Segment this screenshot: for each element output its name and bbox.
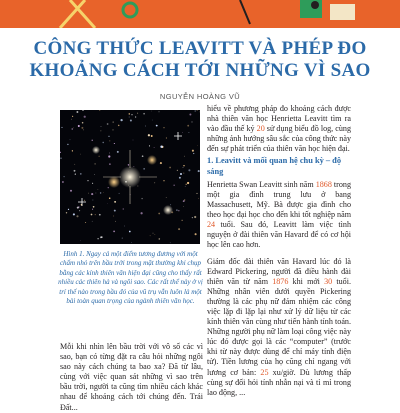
- author-name: NGUYỄN HOÀNG VŨ: [0, 92, 400, 101]
- star-dot: [66, 212, 67, 213]
- right-column-text: [207, 104, 351, 398]
- star-dot: [195, 233, 197, 235]
- intro-text-b: sử dụng biểu đồ log, cùng những ảnh hưởng sâu sắc của công thức này đến sự phát triển của thiên văn học hiện đại.: [207, 124, 351, 153]
- century-number: 20: [257, 124, 265, 133]
- star-dot: [192, 217, 193, 218]
- left-column-text: [60, 342, 203, 413]
- star-dot: [180, 173, 182, 175]
- star-dot: [109, 163, 111, 165]
- star-dot: [97, 238, 98, 239]
- p1-text-b: trong một gia đình trung lưu ở bang Massachusett, Mỹ. Bà được gia đình cho theo học đại học cho đến khi tốt nghiệp năm: [207, 180, 351, 219]
- star-dot: [118, 125, 120, 127]
- star-dot: [101, 126, 102, 127]
- star-dot: [159, 238, 161, 240]
- star-dot: [160, 162, 162, 164]
- star-dot: [109, 197, 111, 199]
- star-dot: [150, 235, 151, 236]
- star-dot: [60, 157, 62, 159]
- star-dot: [187, 125, 189, 127]
- star-dot: [163, 180, 164, 181]
- star-dot: [91, 193, 93, 195]
- star-dot: [61, 127, 62, 128]
- star-dot: [71, 119, 72, 120]
- star-dot: [176, 209, 178, 211]
- star-dot: [135, 116, 136, 117]
- star-dot: [108, 155, 110, 157]
- p2-text-a: Giám đốc đài thiên văn Havard lúc đó là Edward Pickering, người đã điều hành đài thiên văn từ năm: [207, 257, 351, 286]
- star-dot: [183, 165, 184, 166]
- star-dot: [107, 203, 108, 204]
- section-heading: 1. Leavitt và mối quan hệ chu kỳ – độ sáng: [207, 156, 351, 176]
- star-dot: [62, 181, 64, 183]
- banner-illustration: [0, 0, 400, 28]
- star-dot: [198, 198, 199, 199]
- star-dot: [109, 153, 110, 154]
- star-dot: [184, 199, 185, 200]
- galaxy-field-photo: [60, 110, 200, 244]
- star-dot: [74, 164, 75, 165]
- star-dot: [76, 215, 78, 217]
- star-dot: [152, 120, 153, 121]
- star-dot: [73, 213, 75, 215]
- star-dot: [112, 129, 113, 130]
- star-dot: [137, 113, 138, 114]
- star-dot: [154, 182, 155, 183]
- star-dot: [63, 176, 64, 177]
- star-dot: [166, 137, 167, 138]
- star-dot: [70, 139, 71, 140]
- star-dot: [129, 113, 131, 115]
- article-title-line-1: CÔNG THỨC LEAVITT VÀ PHÉP ĐO: [20, 38, 380, 60]
- star-dot: [76, 111, 78, 113]
- star-dot: [160, 146, 162, 148]
- star-dot: [92, 209, 93, 210]
- star-dot: [183, 206, 184, 207]
- star-dot: [130, 119, 132, 121]
- star-dot: [99, 156, 100, 157]
- star-dot: [197, 193, 198, 194]
- star-dot: [93, 200, 94, 201]
- star-dot: [117, 151, 119, 153]
- star-dot: [84, 116, 86, 118]
- hourly-wage: 25: [260, 368, 268, 377]
- star-dot: [93, 206, 95, 208]
- star-dot: [108, 187, 109, 188]
- star-dot: [73, 128, 74, 129]
- p1-text-c: tuổi. Sau đó, Leavitt làm việc tình nguyện ở đài thiên văn Havard để có cơ hội học lên cao hơn.: [207, 220, 351, 249]
- star-dot: [129, 117, 130, 118]
- star-dot: [183, 200, 185, 202]
- star-dot: [91, 214, 93, 216]
- star-dot: [115, 221, 116, 222]
- director-start-year: 1876: [272, 277, 288, 286]
- star-dot: [74, 170, 76, 172]
- star-dot: [187, 182, 189, 184]
- star-dot: [80, 240, 81, 241]
- star-dot: [124, 226, 125, 227]
- star-dot: [80, 173, 82, 175]
- star-dot: [178, 228, 180, 230]
- star-dot: [143, 113, 145, 115]
- star-dot: [148, 134, 150, 136]
- star-dot: [92, 221, 93, 222]
- star-dot: [170, 204, 171, 205]
- star-dot: [68, 209, 69, 210]
- star-dot: [195, 110, 196, 111]
- star-dot: [185, 184, 186, 185]
- star-dot: [178, 210, 180, 212]
- star-dot: [96, 193, 97, 194]
- star-dot: [151, 111, 152, 112]
- star-dot: [100, 236, 102, 238]
- birth-year: 1868: [316, 180, 332, 189]
- star-dot: [170, 242, 171, 243]
- graduation-age: 24: [207, 220, 215, 229]
- star-dot: [182, 220, 183, 221]
- star-dot: [114, 143, 115, 144]
- star-dot: [144, 168, 145, 169]
- right-paragraph-intro: [207, 104, 351, 154]
- figure-caption: Hình 1. Ngay cả một điểm tương đương với một chấm nhỏ trên bầu trời trong mặt thường khi chụp bằng các kính thiên văn hiện đại cũng cho thấy rất nhiều các thiên hà và ngôi sao. Các rất thể này ở vị trí thế nào trong bầu đó của vũ trụ vẫn luôn là một bài toàn quan trọng của ngành thiên văn học.: [58, 250, 203, 306]
- star-dot: [95, 214, 96, 215]
- star-dot: [114, 201, 116, 203]
- star-dot: [129, 231, 131, 233]
- decorative-banner: [0, 0, 400, 28]
- star-dot: [166, 197, 167, 198]
- star-dot: [80, 154, 81, 155]
- deep-field-image: [60, 110, 200, 244]
- right-paragraph-1: [207, 180, 351, 251]
- star-dot: [99, 214, 101, 216]
- star-dot: [182, 132, 183, 133]
- star-dot: [169, 167, 171, 169]
- star-dot: [122, 238, 123, 239]
- star-dot: [92, 183, 93, 184]
- star-dot: [119, 193, 120, 194]
- star-dot: [114, 210, 116, 212]
- star-dot: [194, 216, 196, 218]
- star-dot: [72, 116, 73, 117]
- star-dot: [151, 135, 153, 137]
- star-dot: [112, 121, 113, 122]
- star-dot: [100, 192, 101, 193]
- star-dot: [94, 174, 95, 175]
- star-dot: [113, 216, 114, 217]
- star-dot: [70, 190, 72, 192]
- star-dot: [72, 128, 73, 129]
- star-dot: [78, 125, 80, 127]
- star-dot: [85, 222, 86, 223]
- star-dot: [120, 119, 122, 121]
- star-dot: [142, 155, 144, 157]
- star-dot: [128, 164, 129, 165]
- star-dot: [98, 189, 99, 190]
- p1-text-a: Henrietta Swan Leavitt sinh năm: [207, 180, 316, 189]
- star-dot: [197, 110, 198, 111]
- star-dot: [84, 200, 85, 201]
- star-dot: [102, 142, 103, 143]
- star-dot: [198, 170, 200, 172]
- star-dot: [75, 173, 76, 174]
- star-dot: [94, 163, 95, 164]
- star-dot: [179, 177, 181, 179]
- star-dot: [192, 150, 194, 152]
- star-dot: [145, 126, 146, 127]
- star-dot: [67, 144, 68, 145]
- right-paragraph-2: [207, 257, 351, 398]
- star-dot: [156, 125, 158, 127]
- star-dot: [79, 210, 80, 211]
- star-dot: [154, 147, 155, 148]
- left-paragraph-1: Mỗi khi nhìn lên bầu trời với vô số các vì sao, bạn có từng đặt ra câu hỏi những ngôi sao này cách chúng ta bao xa? Đã từ lâu, cùng với việc quan sát những vì sao trên bầu trời, người ta cũng tìm nhiều cách khác nhau để khoảng cách tới chúng đến. Trái Đất...: [60, 342, 203, 413]
- star-dot: [191, 121, 192, 122]
- star-dot: [103, 192, 104, 193]
- star-dot: [92, 140, 93, 141]
- star-dot: [159, 111, 160, 112]
- star-dot: [101, 131, 102, 132]
- p2-text-c: tuổi. Những nhân viên dưới quyền Pickering thường là các phụ nữ đảm nhiệm các công việc lặp đi lặp lại như xử lý dữ liệu từ các kính thiên văn cùng như tiến hành tính toán. Những người phụ nữ làm loại công việc này lúc đó được gọi là các “computer” (trước khi từ này được dùng để chỉ máy tính điện tử). Tiền lương của họ cũng chỉ ngang với lương cơ bản:: [207, 277, 351, 377]
- star-dot: [140, 212, 142, 214]
- star-dot: [72, 150, 73, 151]
- p2-text-d: xu/giờ. Dù lương thấp cùng sự đối hỏi tính nhẫn nại và tỉ mỉ trong lao động, ...: [207, 368, 351, 397]
- p2-text-b: khi mới: [288, 277, 324, 286]
- star-dot: [108, 136, 109, 137]
- article-title-line-2: KHOẢNG CÁCH TỚI NHỮNG VÌ SAO: [20, 60, 380, 82]
- star-dot: [87, 180, 88, 181]
- star-dot: [197, 145, 198, 146]
- star-dot: [174, 185, 175, 186]
- star-dot: [183, 167, 184, 168]
- star-dot: [188, 169, 190, 171]
- director-age: 30: [324, 277, 332, 286]
- star-dot: [131, 114, 132, 115]
- star-dot: [185, 186, 186, 187]
- intro-text-a: hiểu về phương pháp đo khoảng cách được nhà thiên văn học Henrietta Leavitt tìm ra vào đầu thế kỷ: [207, 104, 351, 133]
- star-dot: [107, 123, 109, 125]
- star-dot: [88, 193, 89, 194]
- star-dot: [113, 231, 115, 233]
- star-dot: [138, 186, 139, 187]
- star-dot: [131, 242, 132, 243]
- star-dot: [158, 213, 160, 215]
- star-dot: [109, 140, 110, 141]
- star-dot: [183, 173, 184, 174]
- star-dot: [133, 140, 134, 141]
- star-dot: [177, 170, 178, 171]
- star-dot: [184, 156, 185, 157]
- star-dot: [154, 234, 155, 235]
- star-dot: [141, 198, 142, 199]
- star-dot: [81, 127, 83, 129]
- star-dot: [78, 206, 80, 208]
- star-dot: [82, 122, 84, 124]
- star-dot: [83, 130, 84, 131]
- star-dot: [189, 114, 191, 116]
- star-dot: [149, 145, 150, 146]
- star-dot: [123, 208, 124, 209]
- star-dot: [193, 153, 194, 154]
- star-dot: [153, 233, 154, 234]
- star-dot: [188, 132, 189, 133]
- star-dot: [164, 127, 165, 128]
